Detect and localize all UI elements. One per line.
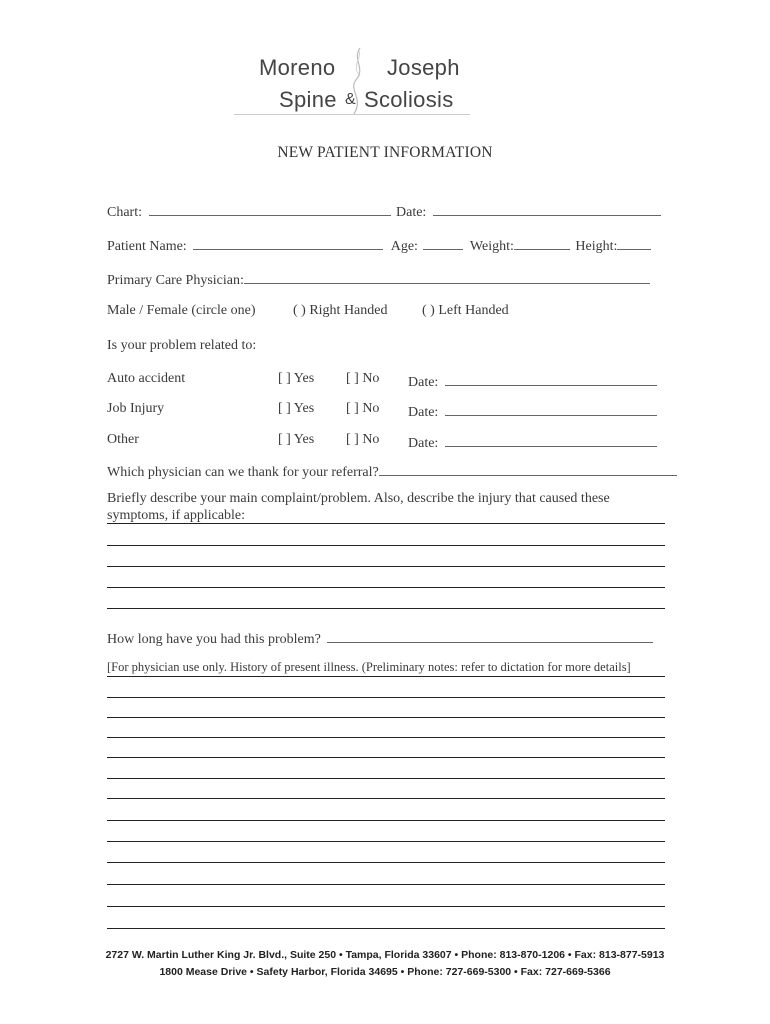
complaint-prompt-line2: symptoms, if applicable: <box>107 508 246 523</box>
complaint-line-3[interactable] <box>107 566 665 567</box>
notes-line-10[interactable] <box>107 862 665 863</box>
problem-question: Is your problem related to: <box>107 338 257 353</box>
logo-ampersand: & <box>345 91 356 108</box>
left-handed-option[interactable]: ( ) Left Handed <box>422 303 509 318</box>
patient-name-field[interactable] <box>193 235 383 250</box>
right-handed-option[interactable]: ( ) Right Handed <box>293 303 388 318</box>
problem-row-job-date-label: Date: <box>408 405 439 420</box>
notes-line-9[interactable] <box>107 841 665 842</box>
notes-line-11[interactable] <box>107 884 665 885</box>
age-label: Age: <box>390 239 418 254</box>
problem-row-auto-yes[interactable]: [ ] Yes <box>278 371 315 386</box>
logo-joseph: Joseph <box>387 55 460 80</box>
primary-care-row <box>107 269 650 289</box>
logo-scoliosis: Scoliosis <box>364 87 454 112</box>
page-title: NEW PATIENT INFORMATION <box>277 144 493 161</box>
complaint-line-4[interactable] <box>107 587 665 588</box>
footer-address-tampa: 2727 W. Martin Luther King Jr. Blvd., Suite 250 • Tampa, Florida 33607 • Phone: 813-870-1206 • Fax: 813-877-5913 <box>105 949 665 961</box>
weight-label: Weight: <box>469 239 514 254</box>
chart-field[interactable] <box>149 201 391 216</box>
sex-label[interactable]: Male / Female (circle one) <box>107 303 256 318</box>
logo-moreno: Moreno <box>259 55 336 80</box>
logo-spine: Spine <box>279 87 337 112</box>
notes-line-5[interactable] <box>107 757 665 758</box>
duration-row <box>107 628 653 648</box>
notes-line-12[interactable] <box>107 906 665 907</box>
problem-row-auto-date <box>408 371 657 391</box>
primary-care-label: Primary Care Physician: <box>107 273 244 288</box>
complaint-line-2[interactable] <box>107 545 665 546</box>
logo-divider <box>234 114 470 115</box>
problem-row-auto-label: Auto accident <box>107 371 186 386</box>
problem-row-job-no[interactable]: [ ] No <box>346 401 380 416</box>
problem-row-other-date-label: Date: <box>408 436 439 451</box>
notes-line-13[interactable] <box>107 928 665 929</box>
complaint-line-1[interactable] <box>107 523 665 524</box>
problem-row-auto-date-label: Date: <box>408 375 439 390</box>
footer-address-safety-harbor: 1800 Mease Drive • Safety Harbor, Florida 34695 • Phone: 727-669-5300 • Fax: 727-669-5366 <box>159 966 611 978</box>
patient-name-label: Patient Name: <box>107 239 187 254</box>
complaint-prompt-line1: Briefly describe your main complaint/problem. Also, describe the injury that caused these <box>107 491 610 506</box>
problem-row-job-date <box>408 401 657 421</box>
weight-field[interactable] <box>514 235 570 250</box>
notes-line-3[interactable] <box>107 717 665 718</box>
problem-row-job-date-field[interactable] <box>445 401 657 416</box>
problem-row-job-yes[interactable]: [ ] Yes <box>278 401 315 416</box>
notes-line-1[interactable] <box>107 676 665 677</box>
duration-label: How long have you had this problem? <box>107 632 321 647</box>
complaint-line-5[interactable] <box>107 608 665 609</box>
chart-row <box>107 201 391 221</box>
referral-label: Which physician can we thank for your referral? <box>107 465 379 480</box>
notes-line-6[interactable] <box>107 778 665 779</box>
notes-line-8[interactable] <box>107 820 665 821</box>
physician-note: [For physician use only. History of present illness. (Preliminary notes: refer to dictation for more details] <box>107 660 631 674</box>
problem-row-other-date <box>408 432 657 452</box>
date-field[interactable] <box>433 201 661 216</box>
patient-row <box>107 235 651 255</box>
height-field[interactable] <box>617 235 651 250</box>
date-label: Date: <box>396 205 427 220</box>
problem-row-job-label: Job Injury <box>107 401 165 416</box>
problem-row-auto-date-field[interactable] <box>445 371 657 386</box>
problem-row-other-label: Other <box>107 432 139 447</box>
notes-line-2[interactable] <box>107 697 665 698</box>
age-field[interactable] <box>423 235 463 250</box>
problem-row-other-yes[interactable]: [ ] Yes <box>278 432 315 447</box>
date-row <box>396 201 661 221</box>
primary-care-field[interactable] <box>244 269 650 284</box>
notes-line-4[interactable] <box>107 737 665 738</box>
duration-field[interactable] <box>327 628 653 643</box>
height-label: Height: <box>575 239 618 254</box>
referral-row <box>107 461 677 481</box>
problem-row-other-no[interactable]: [ ] No <box>346 432 380 447</box>
notes-line-7[interactable] <box>107 798 665 799</box>
referral-field[interactable] <box>379 461 677 476</box>
chart-label: Chart: <box>107 205 142 220</box>
clinic-logo <box>230 50 475 120</box>
problem-row-auto-no[interactable]: [ ] No <box>346 371 380 386</box>
problem-row-other-date-field[interactable] <box>445 432 657 447</box>
